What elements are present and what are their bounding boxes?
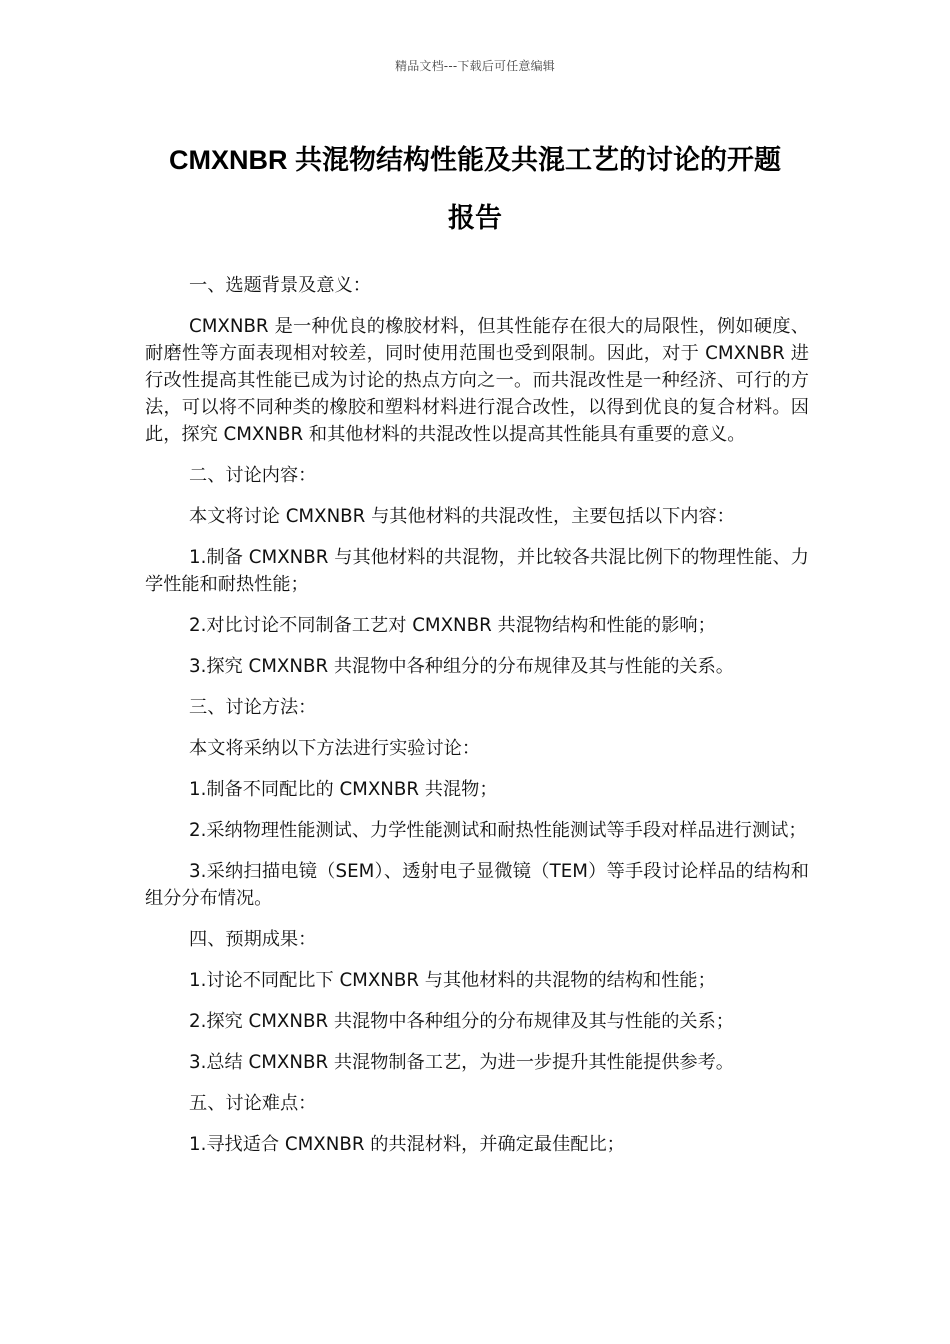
section-heading-results: 四、预期成果： xyxy=(189,929,317,950)
section-heading-content: 二、讨论内容： xyxy=(189,465,317,486)
paragraph-background: CMXNBR 是一种优良的橡胶材料，但其性能存在很大的局限性，例如硬度、耐磨性等方面表现相对较差，同时使用范围也受到限制。因此，对于 CMXNBR 进行改性提高其性能已成为讨论的热点方向之一。而共混改性是一种经济、可行的方法，可以将不同种类的橡胶和塑料材料进行混合改性，以得到优良的复合材料。因此，探究 CMXNBR 和其他材料的共混改性以提高其性能具有重要的意义。 xyxy=(145,316,809,445)
list-item: 2.对比讨论不同制备工艺对 CMXNBR 共混物结构和性能的影响； xyxy=(189,615,716,636)
list-item: 1.寻找适合 CMXNBR 的共混材料，并确定最佳配比； xyxy=(189,1134,625,1155)
list-item: 2.采纳物理性能测试、力学性能测试和耐热性能测试等手段对样品进行测试； xyxy=(189,820,807,841)
list-item: 3.探究 CMXNBR 共混物中各种组分的分布规律及其与性能的关系。 xyxy=(189,656,734,677)
list-item: 1.讨论不同配比下 CMXNBR 与其他材料的共混物的结构和性能； xyxy=(189,970,716,991)
list-item: 1.制备 CMXNBR 与其他材料的共混物，并比较各共混比例下的物理性能、力学性能和耐热性能； xyxy=(145,547,809,595)
list-item: 1.制备不同配比的 CMXNBR 共混物； xyxy=(189,779,498,800)
document-body xyxy=(145,272,809,1172)
list-item: 2.探究 CMXNBR 共混物中各种组分的分布规律及其与性能的关系； xyxy=(189,1011,734,1032)
document-title-line-2: 报告 xyxy=(448,203,502,233)
paragraph-content-intro: 本文将讨论 CMXNBR 与其他材料的共混改性，主要包括以下内容： xyxy=(189,506,735,527)
section-heading-background: 一、选题背景及意义： xyxy=(189,275,371,296)
paragraph-methods-intro: 本文将采纳以下方法进行实验讨论： xyxy=(189,738,481,759)
document-title-line-1: CMXNBR 共混物结构性能及共混工艺的讨论的开题 xyxy=(169,145,781,175)
list-item: 3.总结 CMXNBR 共混物制备工艺，为进一步提升其性能提供参考。 xyxy=(189,1052,734,1073)
header-note: 精品文档---下载后可任意编辑 xyxy=(395,59,555,73)
section-heading-methods: 三、讨论方法： xyxy=(189,697,317,718)
list-item: 3.采纳扫描电镜（SEM）、透射电子显微镜（TEM）等手段讨论样品的结构和组分分布情况。 xyxy=(145,861,809,909)
section-heading-difficulties: 五、讨论难点： xyxy=(189,1093,317,1114)
